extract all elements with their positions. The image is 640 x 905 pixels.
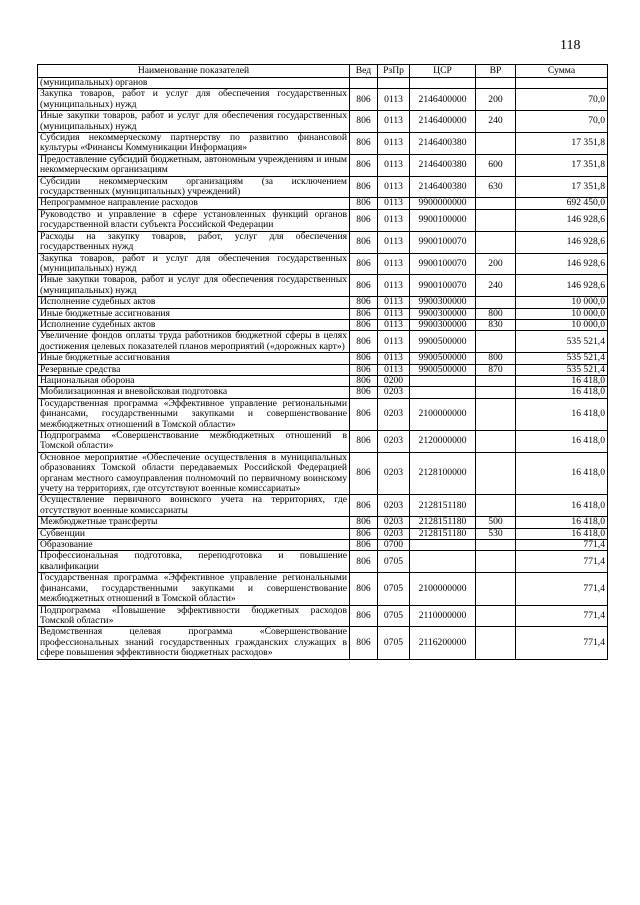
cell-name: Осуществление первичного воинского учета на территориях, где отсутствуют военные комиссариаты: [38, 495, 350, 517]
cell-vr: [476, 627, 516, 659]
table-row: [38, 231, 608, 253]
cell-rzpr: 0113: [378, 176, 410, 198]
cell-vr: 200: [476, 253, 516, 275]
cell-name: Закупка товаров, работ и услуг для обеспечения государственных (муниципальных) нужд: [38, 253, 350, 275]
cell-name: Исполнение судебных актов: [38, 297, 350, 308]
cell-csr: [410, 551, 476, 573]
cell-name: Резервные средства: [38, 364, 350, 375]
cell-csr: 2146400000: [410, 111, 476, 133]
cell-rzpr: 0203: [378, 517, 410, 528]
cell-csr: 9900300000: [410, 319, 476, 330]
cell-csr: [410, 540, 476, 551]
cell-ved: 806: [350, 308, 378, 319]
cell-name: (муниципальных) органов: [38, 78, 350, 89]
cell-sum: 10 000,0: [516, 319, 608, 330]
cell-rzpr: 0705: [378, 627, 410, 659]
cell-name: Иные бюджетные ассигнования: [38, 308, 350, 319]
cell-name: Закупка товаров, работ и услуг для обеспечения государственных (муниципальных) нужд: [38, 89, 350, 111]
table-row: [38, 573, 608, 605]
cell-ved: [350, 78, 378, 89]
cell-vr: [476, 431, 516, 453]
cell-name: Предоставление субсидий бюджетным, автономным учреждениям и иным некоммерческим организациям: [38, 154, 350, 176]
cell-ved: 806: [350, 209, 378, 231]
cell-ved: 806: [350, 198, 378, 209]
cell-csr: [410, 375, 476, 386]
cell-vr: 240: [476, 111, 516, 133]
cell-name: Расходы на закупку товаров, работ, услуг для обеспечения государственных нужд: [38, 231, 350, 253]
cell-rzpr: 0113: [378, 111, 410, 133]
cell-name: Непрограммное направление расходов: [38, 198, 350, 209]
cell-sum: 17 351,8: [516, 133, 608, 155]
cell-csr: 9900300000: [410, 297, 476, 308]
cell-sum: 146 928,6: [516, 231, 608, 253]
table-row: [38, 495, 608, 517]
cell-rzpr: 0203: [378, 398, 410, 430]
cell-vr: 630: [476, 176, 516, 198]
cell-sum: 70,0: [516, 89, 608, 111]
cell-vr: [476, 387, 516, 398]
table-row: [38, 198, 608, 209]
cell-csr: 2128151180: [410, 495, 476, 517]
cell-rzpr: 0203: [378, 431, 410, 453]
cell-ved: 806: [350, 111, 378, 133]
cell-ved: 806: [350, 133, 378, 155]
cell-name: Иные закупки товаров, работ и услуг для обеспечения государственных (муниципальных) нужд: [38, 111, 350, 133]
cell-sum: 16 418,0: [516, 452, 608, 495]
table-row: [38, 353, 608, 364]
cell-csr: 9900100070: [410, 253, 476, 275]
cell-rzpr: [378, 78, 410, 89]
cell-ved: 806: [350, 573, 378, 605]
cell-sum: 16 418,0: [516, 387, 608, 398]
cell-rzpr: 0203: [378, 528, 410, 539]
table-row: [38, 387, 608, 398]
cell-name: Подпрограмма «Повышение эффективности бюджетных расходов Томской области»: [38, 605, 350, 627]
cell-rzpr: 0113: [378, 89, 410, 111]
cell-sum: 146 928,6: [516, 253, 608, 275]
budget-table: [37, 64, 608, 660]
cell-ved: 806: [350, 154, 378, 176]
cell-vr: 240: [476, 275, 516, 297]
cell-csr: 2128100000: [410, 452, 476, 495]
column-header-ved: Вед: [350, 65, 378, 78]
table-row: [38, 176, 608, 198]
table-row: [38, 517, 608, 528]
cell-rzpr: 0705: [378, 605, 410, 627]
cell-csr: [410, 387, 476, 398]
table-row: [38, 89, 608, 111]
cell-sum: 146 928,6: [516, 275, 608, 297]
cell-vr: [476, 573, 516, 605]
cell-rzpr: 0203: [378, 452, 410, 495]
cell-name: Образование: [38, 540, 350, 551]
cell-csr: 2100000000: [410, 398, 476, 430]
cell-vr: [476, 375, 516, 386]
cell-ved: 806: [350, 627, 378, 659]
cell-csr: 9900500000: [410, 331, 476, 353]
table-row: [38, 605, 608, 627]
cell-rzpr: 0705: [378, 551, 410, 573]
cell-name: Межбюджетные трансферты: [38, 517, 350, 528]
cell-sum: 692 450,0: [516, 198, 608, 209]
cell-ved: 806: [350, 605, 378, 627]
cell-rzpr: 0203: [378, 387, 410, 398]
column-header-vr: ВР: [476, 65, 516, 78]
cell-ved: 806: [350, 375, 378, 386]
cell-name: Государственная программа «Эффективное управление региональными финансами, государственными закупками и совершенствование межбюджетных отношений в Томской области»: [38, 573, 350, 605]
cell-vr: [476, 133, 516, 155]
cell-sum: 535 521,4: [516, 364, 608, 375]
table-row: [38, 297, 608, 308]
table-row: [38, 319, 608, 330]
cell-vr: [476, 331, 516, 353]
cell-rzpr: 0113: [378, 154, 410, 176]
cell-vr: [476, 540, 516, 551]
cell-ved: 806: [350, 253, 378, 275]
cell-ved: 806: [350, 540, 378, 551]
cell-sum: 771,4: [516, 605, 608, 627]
cell-rzpr: 0113: [378, 353, 410, 364]
cell-name: Субвенции: [38, 528, 350, 539]
cell-ved: 806: [350, 331, 378, 353]
cell-sum: 16 418,0: [516, 375, 608, 386]
cell-ved: 806: [350, 452, 378, 495]
table-row: [38, 111, 608, 133]
cell-csr: 2146400380: [410, 133, 476, 155]
table-row: [38, 154, 608, 176]
cell-sum: 771,4: [516, 573, 608, 605]
cell-vr: [476, 605, 516, 627]
table-row: [38, 431, 608, 453]
cell-csr: [410, 78, 476, 89]
cell-csr: 2146400000: [410, 89, 476, 111]
cell-ved: 806: [350, 275, 378, 297]
cell-name: Профессиональная подготовка, переподготовка и повышение квалификации: [38, 551, 350, 573]
cell-rzpr: 0113: [378, 331, 410, 353]
cell-name: Руководство и управление в сфере установленных функций органов государственной власти субъекта Российской Федерации: [38, 209, 350, 231]
cell-vr: 870: [476, 364, 516, 375]
cell-csr: 9900100070: [410, 275, 476, 297]
cell-ved: 806: [350, 231, 378, 253]
cell-csr: 2128151180: [410, 528, 476, 539]
cell-sum: 535 521,4: [516, 331, 608, 353]
table-row: [38, 364, 608, 375]
cell-rzpr: 0113: [378, 231, 410, 253]
cell-rzpr: 0113: [378, 308, 410, 319]
cell-vr: [476, 551, 516, 573]
table-header-row: [38, 65, 608, 78]
page-number: 118: [560, 38, 581, 53]
cell-vr: 600: [476, 154, 516, 176]
cell-name: Субсидия некоммерческому партнерству по развитию финансовой культуры «Финансы Коммуникации Информация»: [38, 133, 350, 155]
table-row: [38, 398, 608, 430]
cell-sum: 70,0: [516, 111, 608, 133]
cell-csr: 9900100000: [410, 209, 476, 231]
cell-sum: 16 418,0: [516, 528, 608, 539]
cell-sum: 146 928,6: [516, 209, 608, 231]
cell-sum: 771,4: [516, 540, 608, 551]
cell-vr: 530: [476, 528, 516, 539]
cell-csr: 2128151180: [410, 517, 476, 528]
cell-csr: 9900500000: [410, 364, 476, 375]
cell-sum: 10 000,0: [516, 297, 608, 308]
cell-rzpr: 0113: [378, 209, 410, 231]
cell-rzpr: 0113: [378, 275, 410, 297]
cell-rzpr: 0113: [378, 319, 410, 330]
cell-name: Ведомственная целевая программа «Совершенствование профессиональных знаний государственных гражданских служащих в сфере повышения эффективности бюджетных расходов»: [38, 627, 350, 659]
cell-rzpr: 0113: [378, 133, 410, 155]
table-row: [38, 209, 608, 231]
cell-rzpr: 0705: [378, 573, 410, 605]
cell-ved: 806: [350, 176, 378, 198]
cell-ved: 806: [350, 528, 378, 539]
cell-vr: [476, 495, 516, 517]
cell-rzpr: 0113: [378, 364, 410, 375]
cell-ved: 806: [350, 517, 378, 528]
cell-vr: [476, 209, 516, 231]
cell-vr: [476, 452, 516, 495]
table-row: [38, 627, 608, 659]
cell-ved: 806: [350, 364, 378, 375]
table-row: [38, 308, 608, 319]
cell-sum: 17 351,8: [516, 154, 608, 176]
cell-name: Основное мероприятие «Обеспечение осуществления в муниципальных образованиях Томской области передаваемых Российской Федерацией органам местного самоуправления полномочий по первичному воинскому учету на территориях, где отсутствуют военные комиссариаты»: [38, 452, 350, 495]
cell-name: Национальная оборона: [38, 375, 350, 386]
table-row: [38, 551, 608, 573]
column-header-sum: Сумма: [516, 65, 608, 78]
cell-ved: 806: [350, 431, 378, 453]
cell-sum: 17 351,8: [516, 176, 608, 198]
table-row: [38, 253, 608, 275]
cell-name: Государственная программа «Эффективное управление региональными финансами, государственными закупками и совершенствование межбюджетных отношений в Томской области»: [38, 398, 350, 430]
cell-sum: 535 521,4: [516, 353, 608, 364]
cell-rzpr: 0113: [378, 198, 410, 209]
cell-sum: 771,4: [516, 627, 608, 659]
cell-sum: 16 418,0: [516, 398, 608, 430]
cell-csr: 2100000000: [410, 573, 476, 605]
cell-csr: 9900500000: [410, 353, 476, 364]
cell-name: Иные бюджетные ассигнования: [38, 353, 350, 364]
cell-vr: [476, 78, 516, 89]
cell-ved: 806: [350, 398, 378, 430]
cell-vr: 200: [476, 89, 516, 111]
table-row: [38, 275, 608, 297]
cell-ved: 806: [350, 319, 378, 330]
cell-name: Исполнение судебных актов: [38, 319, 350, 330]
cell-vr: 830: [476, 319, 516, 330]
cell-ved: 806: [350, 297, 378, 308]
cell-name: Увеличение фондов оплаты труда работников бюджетной сферы в целях достижения целевых показателей планов мероприятий («дорожных карт»): [38, 331, 350, 353]
cell-rzpr: 0700: [378, 540, 410, 551]
cell-rzpr: 0200: [378, 375, 410, 386]
cell-name: Субсидии некоммерческим организациям (за исключением государственных (муниципальных) учреждений): [38, 176, 350, 198]
column-header-rzpr: РзПр: [378, 65, 410, 78]
cell-vr: [476, 398, 516, 430]
cell-sum: 10 000,0: [516, 308, 608, 319]
cell-csr: 9900000000: [410, 198, 476, 209]
table-row: [38, 375, 608, 386]
cell-csr: 2116200000: [410, 627, 476, 659]
cell-sum: 16 418,0: [516, 431, 608, 453]
cell-vr: [476, 297, 516, 308]
cell-ved: 806: [350, 495, 378, 517]
table-row: [38, 331, 608, 353]
cell-vr: [476, 231, 516, 253]
cell-vr: 800: [476, 308, 516, 319]
cell-vr: 500: [476, 517, 516, 528]
cell-csr: 2146400380: [410, 154, 476, 176]
cell-ved: 806: [350, 89, 378, 111]
column-header-name: Наименование показателей: [38, 65, 350, 78]
cell-csr: 9900300000: [410, 308, 476, 319]
cell-csr: 2146400380: [410, 176, 476, 198]
table-row: [38, 78, 608, 89]
table-row: [38, 528, 608, 539]
column-header-csr: ЦСР: [410, 65, 476, 78]
cell-name: Подпрограмма «Совершенствование межбюджетных отношений в Томской области»: [38, 431, 350, 453]
cell-sum: [516, 78, 608, 89]
cell-name: Мобилизационная и вневойсковая подготовка: [38, 387, 350, 398]
cell-rzpr: 0113: [378, 253, 410, 275]
cell-sum: 771,4: [516, 551, 608, 573]
cell-rzpr: 0113: [378, 297, 410, 308]
cell-ved: 806: [350, 551, 378, 573]
cell-vr: [476, 198, 516, 209]
cell-sum: 16 418,0: [516, 495, 608, 517]
table-row: [38, 452, 608, 495]
cell-csr: 2110000000: [410, 605, 476, 627]
cell-ved: 806: [350, 387, 378, 398]
cell-ved: 806: [350, 353, 378, 364]
cell-csr: 2120000000: [410, 431, 476, 453]
table-row: [38, 133, 608, 155]
cell-name: Иные закупки товаров, работ и услуг для обеспечения государственных (муниципальных) нужд: [38, 275, 350, 297]
cell-vr: 800: [476, 353, 516, 364]
cell-csr: 9900100070: [410, 231, 476, 253]
table-row: [38, 540, 608, 551]
cell-rzpr: 0203: [378, 495, 410, 517]
cell-sum: 16 418,0: [516, 517, 608, 528]
